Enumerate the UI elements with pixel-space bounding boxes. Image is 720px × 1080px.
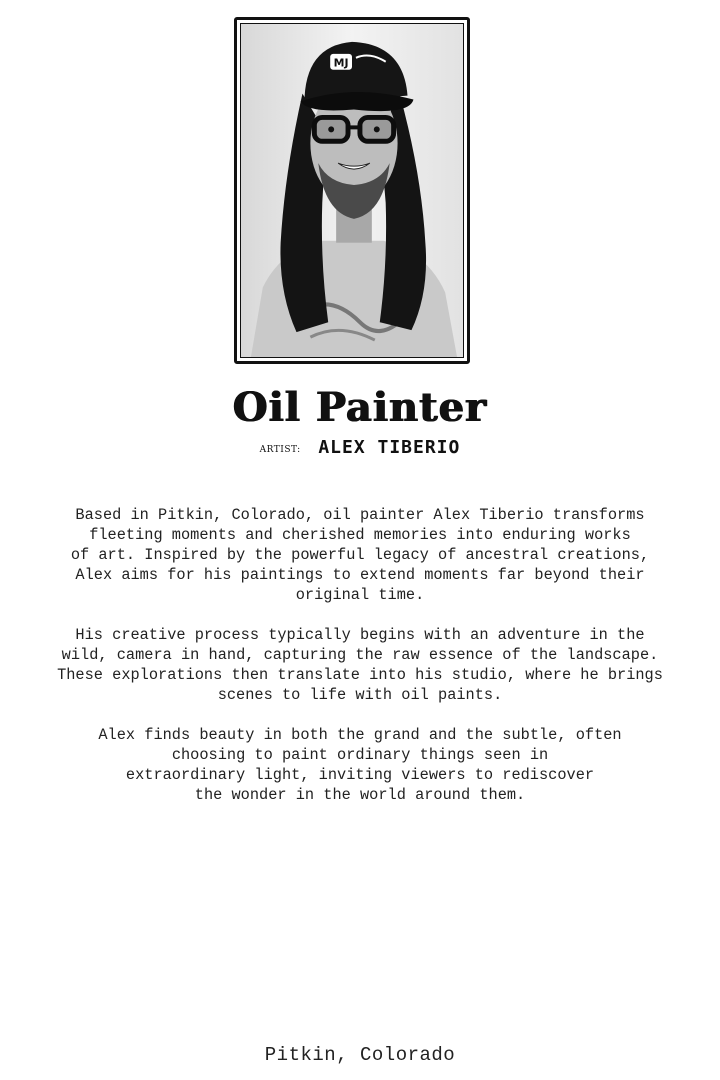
bio-line: His creative process typically begins with an adventure in the (75, 626, 645, 644)
portrait-illustration (241, 24, 463, 357)
artist-credit (0, 436, 720, 462)
bio-line: the wonder in the world around them. (194, 786, 526, 804)
artist-name: ALEX TIBERIO (318, 437, 461, 458)
artist-bio (0, 505, 720, 825)
bio-line: wild, camera in hand, capturing the raw essence of the landscape. (61, 646, 659, 664)
bio-line: These explorations then translate into his studio, where he brings (57, 666, 663, 684)
bio-line: scenes to life with oil paints. (217, 686, 503, 704)
bio-paragraph (0, 725, 720, 805)
artist-prefix-label: ARTIST: (259, 445, 301, 455)
bio-paragraph (0, 625, 720, 705)
bio-line: choosing to paint ordinary things seen in (171, 746, 549, 764)
page-title: Oil Painter (232, 384, 488, 431)
bio-line: of art. Inspired by the powerful legacy of ancestral creations, (70, 546, 650, 564)
cap-logo: MJ (333, 56, 349, 70)
bio-line: Alex finds beauty in both the grand and the subtle, often (98, 726, 622, 744)
bio-line: Based in Pitkin, Colorado, oil painter Alex Tiberio transforms (75, 506, 645, 524)
footer-location: Pitkin, Colorado (264, 1044, 456, 1066)
portrait-frame (234, 17, 470, 364)
bio-line: original time. (295, 586, 425, 604)
bio-paragraph (0, 505, 720, 605)
bio-line: extraordinary light, inviting viewers to rediscover (125, 766, 595, 784)
bio-line: fleeting moments and cherished memories into enduring works (89, 526, 631, 544)
bio-line: Alex aims for his paintings to extend moments far beyond their (75, 566, 645, 584)
artist-portrait-photo (240, 23, 464, 358)
